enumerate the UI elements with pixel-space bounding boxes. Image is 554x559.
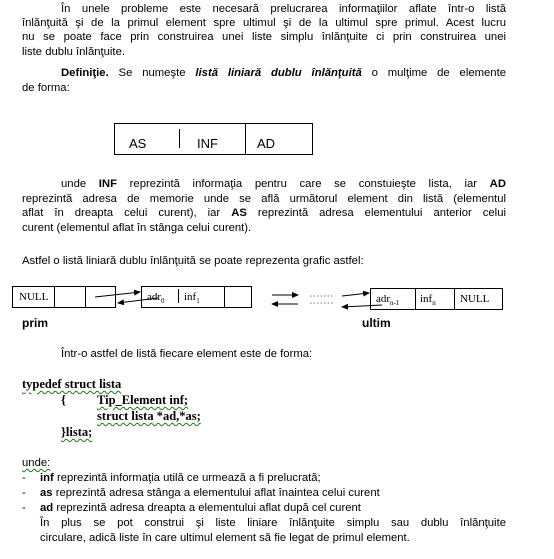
first-node-null-cell: NULL	[13, 287, 55, 307]
node-field-as: AS	[129, 136, 147, 151]
last-node-adr-cell: adr$_{n-1}$	[371, 289, 416, 309]
label-prim: prim	[22, 316, 49, 330]
second-node-adr-cell: adr$_0$	[147, 291, 165, 306]
definition-text-1: Se numeşte	[108, 67, 196, 79]
last-node-inf-cell: inf$_n$	[416, 289, 455, 309]
graphic-intro: Astfel o listă liniară dublu înlănţuită se poate reprezenta grafic astfel:	[22, 255, 364, 267]
where-item-as: - as reprezintă adresa stânga a elementului aflat înaintea celui curent	[22, 487, 380, 499]
where-item-ad: - ad reprezintă adresa dreapta a elementului aflat după cel curent	[22, 502, 361, 514]
link-2-1-backward	[118, 298, 158, 303]
explanation-ad: AD	[489, 178, 506, 190]
closing-line-2: circulare, adică liste în care ultimul element să fie legat de primul element.	[40, 532, 410, 544]
where-label: unde:	[22, 457, 51, 469]
closing-line-1: În plus se pot construi şi liste liniare înlănţuite simplu sau dublu înlănţuite	[40, 517, 506, 529]
intro-line-3: nu se poate face prin construirea unei liste simplu înlănţuite ci prin construirea unei	[22, 31, 506, 43]
definition-term: listă liniară dublu înlănţuită	[195, 67, 362, 79]
code-line-4: }lista;	[61, 425, 93, 439]
element-intro: Într-o astfel de listă fiecare element este de forma:	[61, 348, 313, 360]
code-brace-open: {	[61, 393, 66, 407]
last-node-null-cell: NULL	[460, 293, 490, 305]
node-field-ad: AD	[257, 136, 276, 151]
code-line-3: struct lista *ad,*as;	[97, 409, 201, 423]
definition-text-2: o mulţime de elemente	[361, 67, 507, 79]
explanation-line-1: unde INF reprezintă informaţia pentru care se constuieşte lista, iar AD	[61, 178, 506, 190]
link-last-backward	[342, 305, 382, 307]
code-line-2: Tip_Element inf;	[97, 393, 189, 407]
definition-line-2: de forma:	[22, 82, 70, 94]
intro-line-1: În unele probleme este necesară prelucrarea informaţiilor aflate într-o listă	[61, 3, 506, 15]
definition-label: Definiţie.	[61, 67, 109, 79]
where-item-inf: - inf reprezintă informaţia utilă ce urmează a fi prelucrată;	[22, 472, 321, 484]
code-line-1: typedef struct lista	[22, 377, 122, 391]
second-node-inf-cell: inf$_1$	[180, 287, 225, 307]
explanation-inf: INF	[98, 178, 117, 190]
explanation-line-2: reprezintă adresa de memorie unde se află următorul element din listă (elementul	[22, 193, 506, 205]
node-field-inf: INF	[181, 124, 246, 154]
explanation-line-3: aflat în dreapta celui curent), iar AS reprezintă adresa elementului anterior celui	[22, 207, 506, 219]
intro-line-4: liste dublu înlănţuite.	[22, 46, 125, 58]
label-ultim: ultim	[362, 316, 391, 330]
intro-line-2: înlănţuită şi de la primul element spre ultimul şi de la ultimul spre primul. Acest lucru	[22, 17, 506, 29]
link-1-2-forward	[95, 292, 140, 297]
explanation-line-4: curent (elementul aflat în stânga celui curent).	[22, 222, 252, 234]
link-last-forward	[342, 293, 369, 296]
explanation-as: AS	[231, 207, 247, 219]
